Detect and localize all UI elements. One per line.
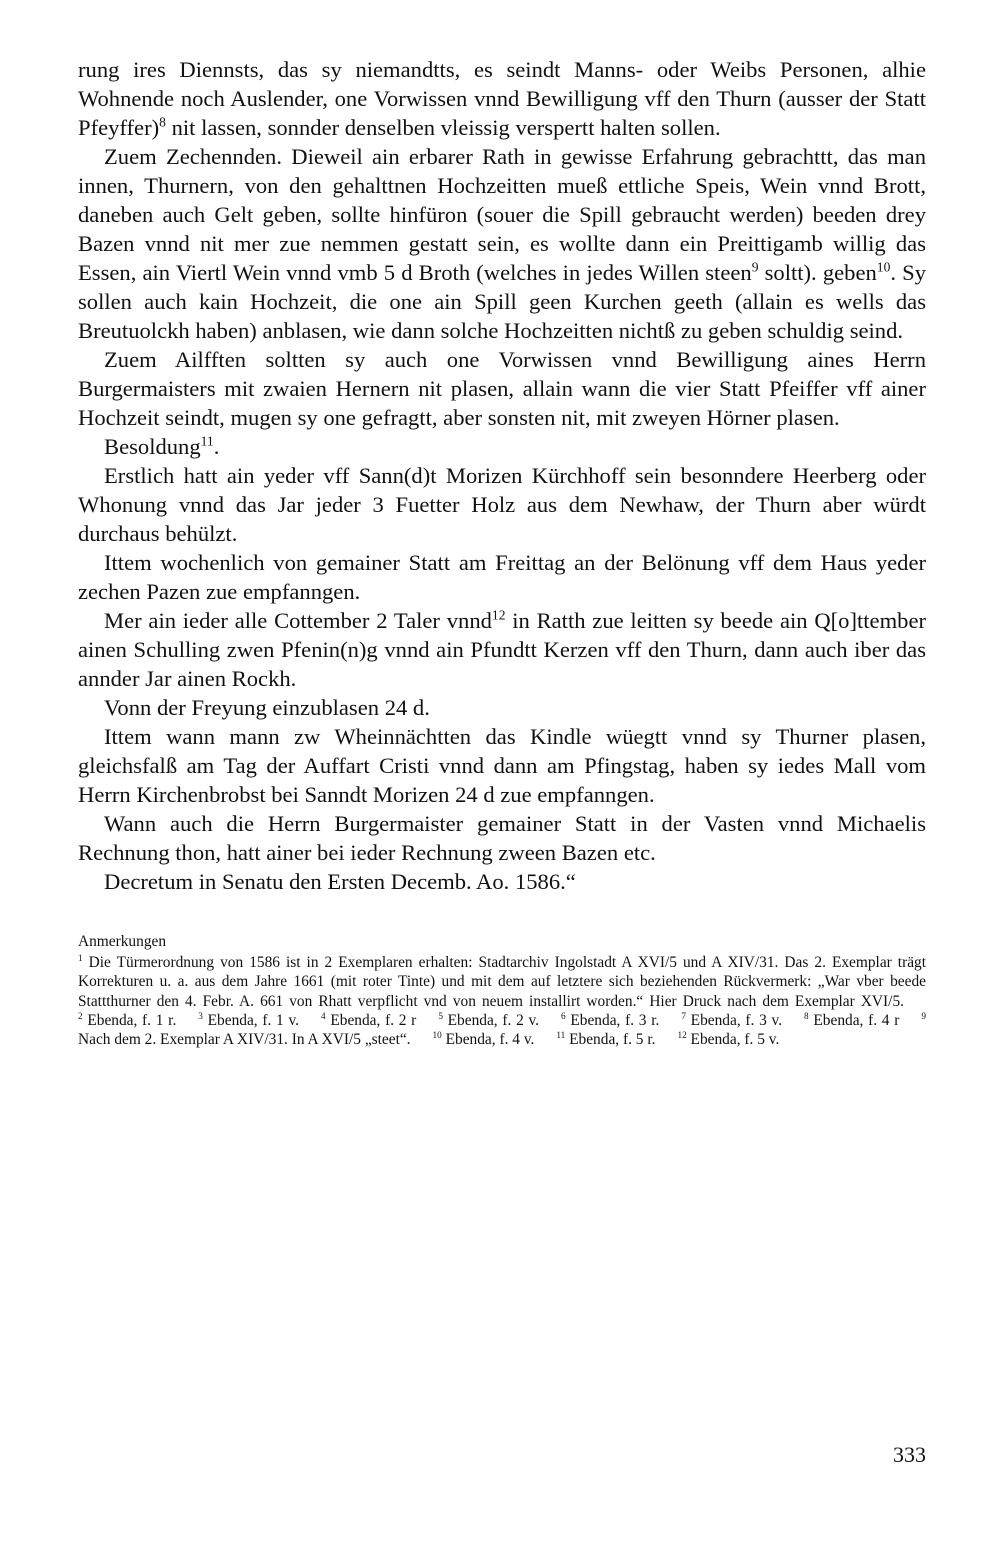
paragraph-wochenlich: Ittem wochenlich von gemainer Statt am Freittag an der Belönung vff dem Haus yeder zechen Pazen zue empfanngen. (78, 550, 926, 604)
paragraph-decretum: Decretum in Senatu den Ersten Decemb. Ao. 1586.“ (104, 869, 576, 894)
page-content (78, 55, 926, 1049)
footnotes-heading: Anmerkungen (78, 933, 167, 950)
footnote-3: $^3$ Ebenda, f. 1 v. (198, 1010, 300, 1029)
page-number: 333 (893, 1442, 926, 1467)
footnote-ref-12: 12 (491, 607, 506, 623)
paragraph-cottember: Mer ain ieder alle Cottember 2 Taler vnnd$^{12}$ in Ratth zue leitten sy beede ain Q[o]ttember ainen Schulling zwen Pfenin(n)g vnnd ain Pfundtt Kerzen vff den Thurn, dann auch iber das annder Jar ainen Rockh. (78, 607, 926, 691)
paragraph-rechnung: Wann auch die Herrn Burgermaister gemainer Statt in der Vasten vnnd Michaelis Rechnung thon, hatt ainer bei ieder Rechnung zween Bazen etc. (78, 811, 926, 865)
main-text (78, 55, 926, 896)
paragraph-1: rung ires Diennsts, das sy niemandtts, es seindt Manns- oder Weibs Personen, alhie Wohnende noch Auslender, one Vorwissen vnnd Bewilligung vff den Thurn (ausser der Statt Pfeyffer)$^8$ nit lassen, sonnder denselben vleissig verspertt halten sollen. (78, 57, 926, 140)
footnotes (78, 932, 926, 1049)
paragraph-zechennden: Zuem Zechennden. Dieweil ain erbarer Rath in gewisse Erfahrung gebrachttt, das man innen, Thurnern, von den gehalttnen Hochzeitten mueß ettliche Speis, Wein vnnd Brott, daneben auch Gelt geben, sollte hinfüron (souer die Spill gebraucht werden) beeden drey Bazen vnnd nit mer zue nemmen gestatt sein, es wollte dann ein Preittigamb willig das Essen, ain Viertl Wein vnnd vmb 5 d Broth (welches in jedes Willen steen$^9$ soltt). geben$^{10}$. Sy sollen auch kain Hochzeit, die one ain Spill geen Kurchen geeth (allain es wells das Breutuolckh haben) anblasen, wie dann solche Hochzeitten nichtß zu geben schuldig seind. (78, 144, 926, 343)
footnote-11: $^{11}$ Ebenda, f. 5 r. (556, 1029, 656, 1049)
paragraph-erstlich: Erstlich hatt ain yeder vff Sann(d)t Morizen Kürchhoff sein besonndere Heerberg oder Whonung vnnd das Jar jeder 3 Fuetter Holz aus dem Newhaw, der Thurn aber würdt durchaus behülzt. (78, 463, 926, 546)
footnote-ref-8: 8 (159, 114, 166, 130)
footnote-9: $^9$ Nach dem 2. Exemplar A XIV/31. In A XVI/5 „steet“. (78, 1010, 926, 1049)
footnote-10: $^{10}$ Ebenda, f. 4 v. (432, 1029, 535, 1049)
footnote-4: $^4$ Ebenda, f. 2 r (321, 1010, 417, 1029)
footnote-ref-11: 11 (200, 433, 214, 449)
footnote-1: 1 (78, 953, 83, 964)
footnote-ref-9: 9 (751, 259, 759, 275)
footnote-8: $^8$ Ebenda, f. 4 r (804, 1010, 900, 1029)
footnote-2: $^2$ Ebenda, f. 1 r. (78, 1010, 177, 1029)
paragraph-wheinnaechtten: Ittem wann mann zw Wheinnächtten das Kindle wüegtt vnnd sy Thurner plasen, gleichsfalß am Tag der Auffart Cristi vnnd dann am Pfingstag, haben sy iedes Mall vom Herrn Kirchenbrobst bei Sanndt Morizen 24 d zue empfanngen. (78, 724, 926, 807)
footnote-ref-10: 10 (876, 259, 891, 275)
paragraph-besoldung: Besoldung$^{11}$. (104, 433, 220, 459)
paragraph-ailfften: Zuem Ailfften soltten sy auch one Vorwissen vnnd Bewilligung aines Herrn Burgermaisters mit zwaien Hernern nit plasen, allain wann die vier Statt Pfeiffer vff ainer Hochzeit seindt, mugen sy one gefragtt, aber sonsten nit, mit zweyen Hörner plasen. (78, 347, 926, 430)
footnote-list: $^1$ Die Türmerordnung von 1586 ist in 2 Exemplaren erhalten: Stadtarchiv Ingolstadt A XVI/5 und A XIV/31. Das 2. Exemplar trägt Korrekturen u. a. aus dem Jahre 1661 (mit roter Tinte) und mit dem auf letztere sich beziehenden Rückvermerk: „War vber beede Stattthurner den 4. Febr. A. 661 von Rhatt verpflicht vnd von neuem installirt worden.“ Hier Druck nach dem Exemplar XVI/5.$^2$ Ebenda, f. 1 r. $^3$ Ebenda, f. 1 v. $^4$ Ebenda, f. 2 r $^5$ Ebenda, f. 2 v. $^6$ Ebenda, f. 3 r. $^7$ Ebenda, f. 3 v. $^8$ Ebenda, f. 4 r $^9$ Nach dem 2. Exemplar A XIV/31. In A XVI/5 „steet“. $^{10}$ Ebenda, f. 4 v. $^{11}$ Ebenda, f. 5 r. $^{12}$ Ebenda, f. 5 v. (78, 953, 926, 1049)
footnote-6: $^6$ Ebenda, f. 3 r. (561, 1010, 660, 1029)
footnote-5: $^5$ Ebenda, f. 2 v. (438, 1010, 540, 1029)
footnote-12: $^{12}$ Ebenda, f. 5 v. (677, 1029, 780, 1049)
footnote-7: $^7$ Ebenda, f. 3 v. (681, 1010, 783, 1029)
paragraph-freyung: Vonn der Freyung einzublasen 24 d. (104, 695, 430, 720)
